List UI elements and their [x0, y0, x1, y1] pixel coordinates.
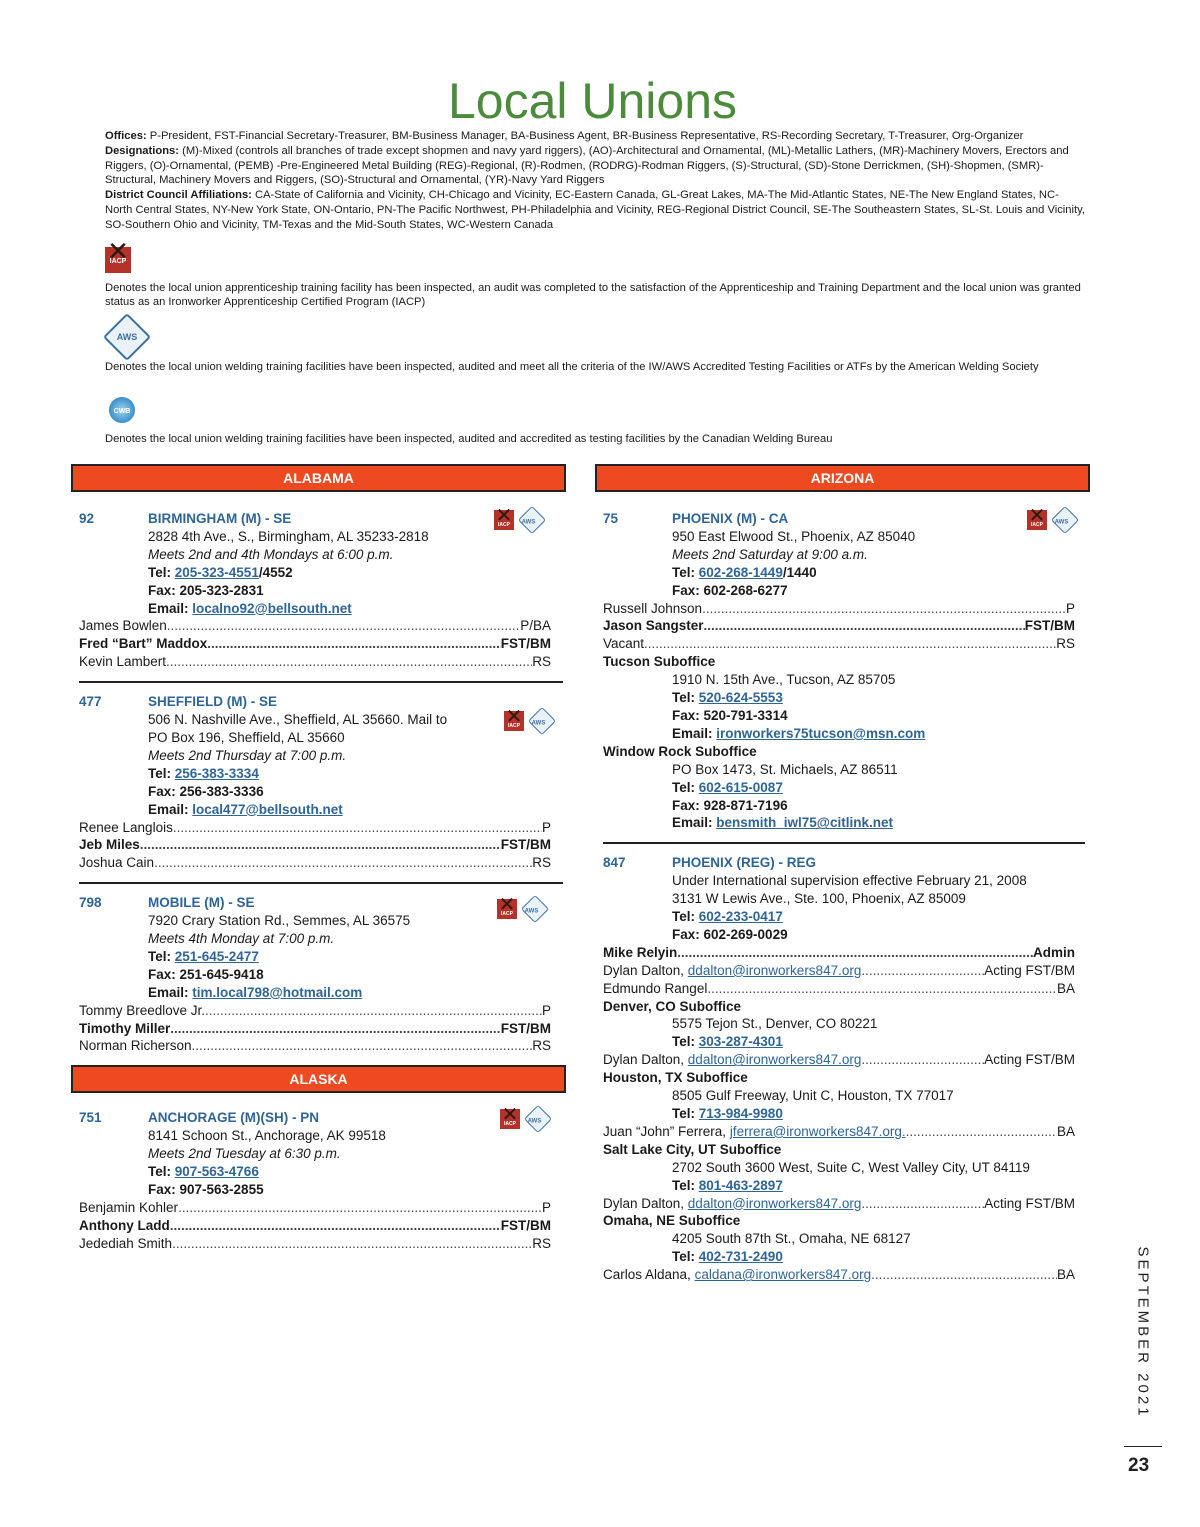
email-link[interactable]: jferrera@ironworkers847.org. [729, 1123, 906, 1139]
cwb-icon: CWB [109, 397, 135, 423]
local-798 [71, 894, 566, 1055]
phone: Tel: 205-323-4551/4552 [148, 564, 293, 580]
district-legend [105, 188, 1085, 232]
email: Email: localno92@bellsouth.net [148, 600, 352, 616]
fax: Fax: 251-645-9418 [148, 966, 264, 982]
meeting-time: Meets 4th Monday at 7:00 p.m. [148, 931, 335, 947]
local-number: 477 [79, 694, 102, 710]
fax: Fax: 602-269-0029 [672, 926, 788, 942]
district-label: District Council Affiliations: [105, 189, 252, 202]
aws-legend [105, 320, 1095, 374]
aws-icon: AWS [528, 707, 556, 735]
phone: Tel: 256-383-3334 [148, 765, 259, 781]
suboffice-title: Omaha, NE Suboffice [603, 1213, 741, 1229]
local-name: ANCHORAGE (M)(SH) - PN [148, 1110, 319, 1126]
local-number: 798 [79, 895, 102, 911]
aws-icon: AWS [524, 1105, 552, 1133]
divider [603, 842, 1085, 844]
officer-row: Kevin Lambert ..... RS [79, 653, 551, 671]
email-link[interactable]: ddalton@ironworkers847.org [687, 962, 862, 978]
address: 3131 W Lewis Ave., Ste. 100, Phoenix, AZ 85009 [672, 891, 966, 907]
supervision-note: Under International supervision effective February 21, 2008 [672, 873, 1027, 889]
email-link[interactable]: ironworkers75tucson@msn.com [716, 725, 926, 741]
phone: Tel: 602-268-1449/1440 [672, 564, 817, 580]
officer-row: Jason Sangster ..... FST/BM [603, 617, 1075, 635]
phone-link[interactable]: 251-645-2477 [174, 948, 259, 964]
issue-date: SEPTEMBER 2021 [1134, 1246, 1152, 1419]
fax: Fax: 928-871-7196 [672, 797, 788, 813]
iacp-description: Denotes the local union apprenticeship training facility has been inspected, an audit was completed to the satisfaction of the Apprenticeship and Training Department and the local union was granted status as an Ironworker Apprenticeship Certified Program (IACP) [105, 282, 1081, 308]
aws-icon: AWS [518, 506, 546, 534]
state-header-arizona: ARIZONA [595, 464, 1090, 492]
address: 2702 South 3600 West, Suite C, West Valley City, UT 84119 [672, 1159, 1030, 1175]
email: Email: bensmith_iwl75@citlink.net [672, 815, 893, 831]
designations-label: Designations: [105, 144, 179, 157]
state-header-alaska: ALASKA [71, 1065, 566, 1093]
officer-row: Russell Johnson ..... P [603, 600, 1075, 618]
phone: Tel: 713-984-9980 [672, 1106, 783, 1121]
suboffice-title: Denver, CO Suboffice [603, 998, 742, 1014]
designations-legend [105, 144, 1085, 188]
suboffice-title: Tucson Suboffice [603, 654, 716, 670]
aws-icon: AWS [521, 895, 549, 923]
phone: Tel: 303-287-4301 [672, 1034, 783, 1050]
phone: Tel: 602-233-0417 [672, 909, 783, 925]
address: 8141 Schoon St., Anchorage, AK 99518 [148, 1128, 386, 1144]
officer-row: Benjamin Kohler ..... P [79, 1199, 551, 1217]
suboffice-title: Salt Lake City, UT Suboffice [603, 1141, 782, 1157]
left-column [71, 464, 566, 1253]
aws-description: Denotes the local union welding training facilities have been inspected, audited and meet all the criteria of the IW/AWS Accredited Testing Facilities or ATFs by the American Welding Society [105, 361, 1039, 373]
iacp-icon: ✕ IACP [497, 899, 517, 919]
phone: Tel: 520-624-5553 [672, 690, 783, 706]
address: 5575 Tejon St., Denver, CO 80221 [672, 1016, 878, 1032]
officer-row: Anthony Ladd ..... FST/BM [79, 1217, 551, 1235]
divider [79, 681, 563, 683]
phone-link[interactable]: 602-268-1449 [698, 564, 783, 580]
address: 2828 4th Ave., S., Birmingham, AL 35233-2818 [148, 528, 429, 544]
email-link[interactable]: ddalton@ironworkers847.org [687, 1195, 862, 1211]
phone-link[interactable]: 713-984-9980 [698, 1106, 783, 1121]
officer-row: Mike Relyin ..... Admin [603, 944, 1075, 962]
iacp-icon: ✕ IACP [105, 247, 131, 273]
address: 8505 Gulf Freeway, Unit C, Houston, TX 77017 [672, 1088, 954, 1104]
local-751 [71, 1109, 566, 1252]
officer-row: Carlos Aldana, caldana@ironworkers847.org ..... BA [603, 1266, 1075, 1284]
phone-link[interactable]: 303-287-4301 [698, 1034, 783, 1050]
local-name: BIRMINGHAM (M) - SE [148, 511, 292, 526]
local-number: 751 [79, 1110, 102, 1126]
local-number: 92 [79, 511, 95, 526]
aws-icon: AWS [103, 313, 151, 361]
local-92 [71, 510, 566, 671]
phone-link[interactable]: 602-615-0087 [698, 779, 783, 795]
officer-row: Dylan Dalton, ddalton@ironworkers847.org ..... Acting FST/BM [603, 962, 1075, 980]
divider [79, 882, 563, 884]
page-number: 23 [1128, 1455, 1150, 1476]
suboffice-title: Houston, TX Suboffice [603, 1070, 748, 1086]
local-name: PHOENIX (REG) - REG [672, 855, 817, 871]
local-number: 847 [603, 855, 626, 871]
address: 506 N. Nashville Ave., Sheffield, AL 35660. Mail to [148, 712, 448, 728]
phone-link[interactable]: 205-323-4551 [174, 564, 259, 580]
officer-row: Timothy Miller ..... FST/BM [79, 1020, 551, 1038]
iacp-icon: ✕ IACP [500, 1109, 520, 1129]
local-75 [595, 510, 1090, 832]
officer-row: Renee Langlois ..... P [79, 819, 551, 837]
page-number-rule [1124, 1446, 1162, 1447]
email: Email: tim.local798@hotmail.com [148, 984, 363, 1000]
email-link[interactable]: tim.local798@hotmail.com [192, 984, 363, 1000]
legend [105, 129, 1085, 233]
phone: Tel: 251-645-2477 [148, 948, 259, 964]
local-477 [71, 693, 566, 872]
fax: Fax: 602-268-6277 [672, 582, 788, 598]
state-header-alabama: ALABAMA [71, 464, 566, 492]
phone: Tel: 602-615-0087 [672, 779, 783, 795]
mailing-address: PO Box 196, Sheffield, AL 35660 [148, 729, 345, 745]
iacp-legend [105, 247, 1095, 309]
email-link[interactable]: localno92@bellsouth.net [192, 600, 352, 616]
fax: Fax: 520-791-3314 [672, 707, 788, 723]
meeting-time: Meets 2nd Saturday at 9:00 a.m. [672, 546, 868, 562]
phone: Tel: 402-731-2490 [672, 1249, 783, 1265]
fax: Fax: 256-383-3336 [148, 783, 264, 799]
officer-row: Juan “John” Ferrera, jferrera@ironworkers847.org. ..... BA [603, 1123, 1075, 1141]
offices-legend [105, 129, 1085, 144]
local-number: 75 [603, 511, 619, 526]
officer-row: Jedediah Smith ..... RS [79, 1235, 551, 1253]
phone: Tel: 907-563-4766 [148, 1164, 259, 1180]
officer-row: Jeb Miles ..... FST/BM [79, 836, 551, 854]
phone-link[interactable]: 402-731-2490 [698, 1249, 783, 1265]
email: Email: local477@bellsouth.net [148, 801, 343, 817]
phone-link[interactable]: 907-563-4766 [174, 1164, 259, 1180]
right-column [595, 464, 1090, 1284]
email-link[interactable]: ddalton@ironworkers847.org [687, 1052, 862, 1068]
address: 7920 Crary Station Rd., Semmes, AL 36575 [148, 913, 411, 929]
officer-row: James Bowlen ..... P/BA [79, 617, 551, 635]
address: 950 East Elwood St., Phoenix, AZ 85040 [672, 528, 916, 544]
phone-link[interactable]: 256-383-3334 [174, 765, 259, 781]
offices-label: Offices: [105, 130, 147, 142]
officer-row: Vacant ..... RS [603, 635, 1075, 653]
meeting-time: Meets 2nd Tuesday at 6:30 p.m. [148, 1146, 341, 1162]
district-text: CA-State of California and Vicinity, CH-Chicago and Vicinity, EC-Eastern Canada, GL-Great Lakes, MA-The Mid-Atlantic States, NE-The New England States, NC-North Central States, NY-New York State, ON-Ontario, PN-The Pacific Northwest, PH-Philadelphia and Vicinity, REG-Regional District Council, SE-The Southeastern States, SL-St. Louis and Vicinity, SO-Southern Ohio and Vicinity, TM-Texas and the Mid-South States, WC-Western Canada [105, 189, 1085, 231]
iacp-icon: ✕ IACP [1027, 510, 1047, 530]
local-name: MOBILE (M) - SE [148, 895, 255, 911]
designations-text: (M)-Mixed (controls all branches of trade except shopmen and navy yard riggers), (AO)-Architectural and Ornamental, (ML)-Metallic Lathers, (MR)-Machinery Movers, Erectors and Riggers, (O)-Ornamental, (PEMB) -Pre-Engineered Metal Building (REG)-Regional, (R)-Rodmen, (RODRG)-Rodman Riggers, (S)-Structural, (SD)-Stone Derrickmen, (SH)-Shopmen, (SMR)-Structural, Machinery Movers and Riggers, (SO)-Structural and Ornamental, (YR)-Navy Yard Riggers [105, 144, 1069, 187]
email-link[interactable]: local477@bellsouth.net [192, 801, 343, 817]
officer-row: Edmundo Rangel ..... BA [603, 980, 1075, 998]
local-name: SHEFFIELD (M) - SE [148, 694, 277, 710]
officer-row: Tommy Breedlove Jr. ..... P [79, 1002, 551, 1020]
email-link[interactable]: caldana@ironworkers847.org [694, 1267, 872, 1283]
phone-link[interactable]: 602-233-0417 [698, 909, 783, 925]
officer-row: Fred “Bart” Maddox ..... FST/BM [79, 635, 551, 653]
offices-text: P-President, FST-Financial Secretary-Treasurer, BM-Business Manager, BA-Business Agent, BR-Business Representative, RS-Recording Secretary, T-Treasurer, Org-Organizer [149, 130, 1024, 142]
iacp-icon: ✕ IACP [494, 510, 514, 530]
cwb-description: Denotes the local union welding training facilities have been inspected, audited and accredited as testing facilities by the Canadian Welding Bureau [105, 433, 833, 445]
officer-row: Dylan Dalton, ddalton@ironworkers847.org ..... Acting FST/BM [603, 1051, 1075, 1069]
phone: Tel: 801-463-2897 [672, 1177, 783, 1193]
page-title: Local Unions [447, 73, 738, 129]
address: PO Box 1473, St. Michaels, AZ 86511 [672, 761, 898, 777]
meeting-time: Meets 2nd and 4th Mondays at 6:00 p.m. [148, 546, 394, 562]
meeting-time: Meets 2nd Thursday at 7:00 p.m. [148, 747, 347, 763]
local-847 [595, 854, 1090, 1284]
iacp-icon: ✕ IACP [504, 711, 524, 731]
email-link[interactable]: bensmith_iwl75@citlink.net [716, 815, 893, 831]
address: 1910 N. 15th Ave., Tucson, AZ 85705 [672, 672, 896, 688]
officer-row: Joshua Cain ..... RS [79, 854, 551, 872]
email: Email: ironworkers75tucson@msn.com [672, 725, 926, 741]
aws-icon: AWS [1051, 506, 1079, 534]
cwb-legend [105, 397, 1095, 446]
officer-row: Dylan Dalton, ddalton@ironworkers847.org ..... Acting FST/BM [603, 1195, 1075, 1213]
officer-row: Norman Richerson ..... RS [79, 1037, 551, 1055]
local-name: PHOENIX (M) - CA [672, 511, 789, 526]
suboffice-title: Window Rock Suboffice [603, 743, 757, 759]
phone-link[interactable]: 520-624-5553 [698, 690, 783, 706]
fax: Fax: 907-563-2855 [148, 1182, 264, 1197]
fax: Fax: 205-323-2831 [148, 582, 264, 598]
address: 4205 South 87th St., Omaha, NE 68127 [672, 1231, 911, 1247]
phone-link[interactable]: 801-463-2897 [698, 1177, 783, 1193]
